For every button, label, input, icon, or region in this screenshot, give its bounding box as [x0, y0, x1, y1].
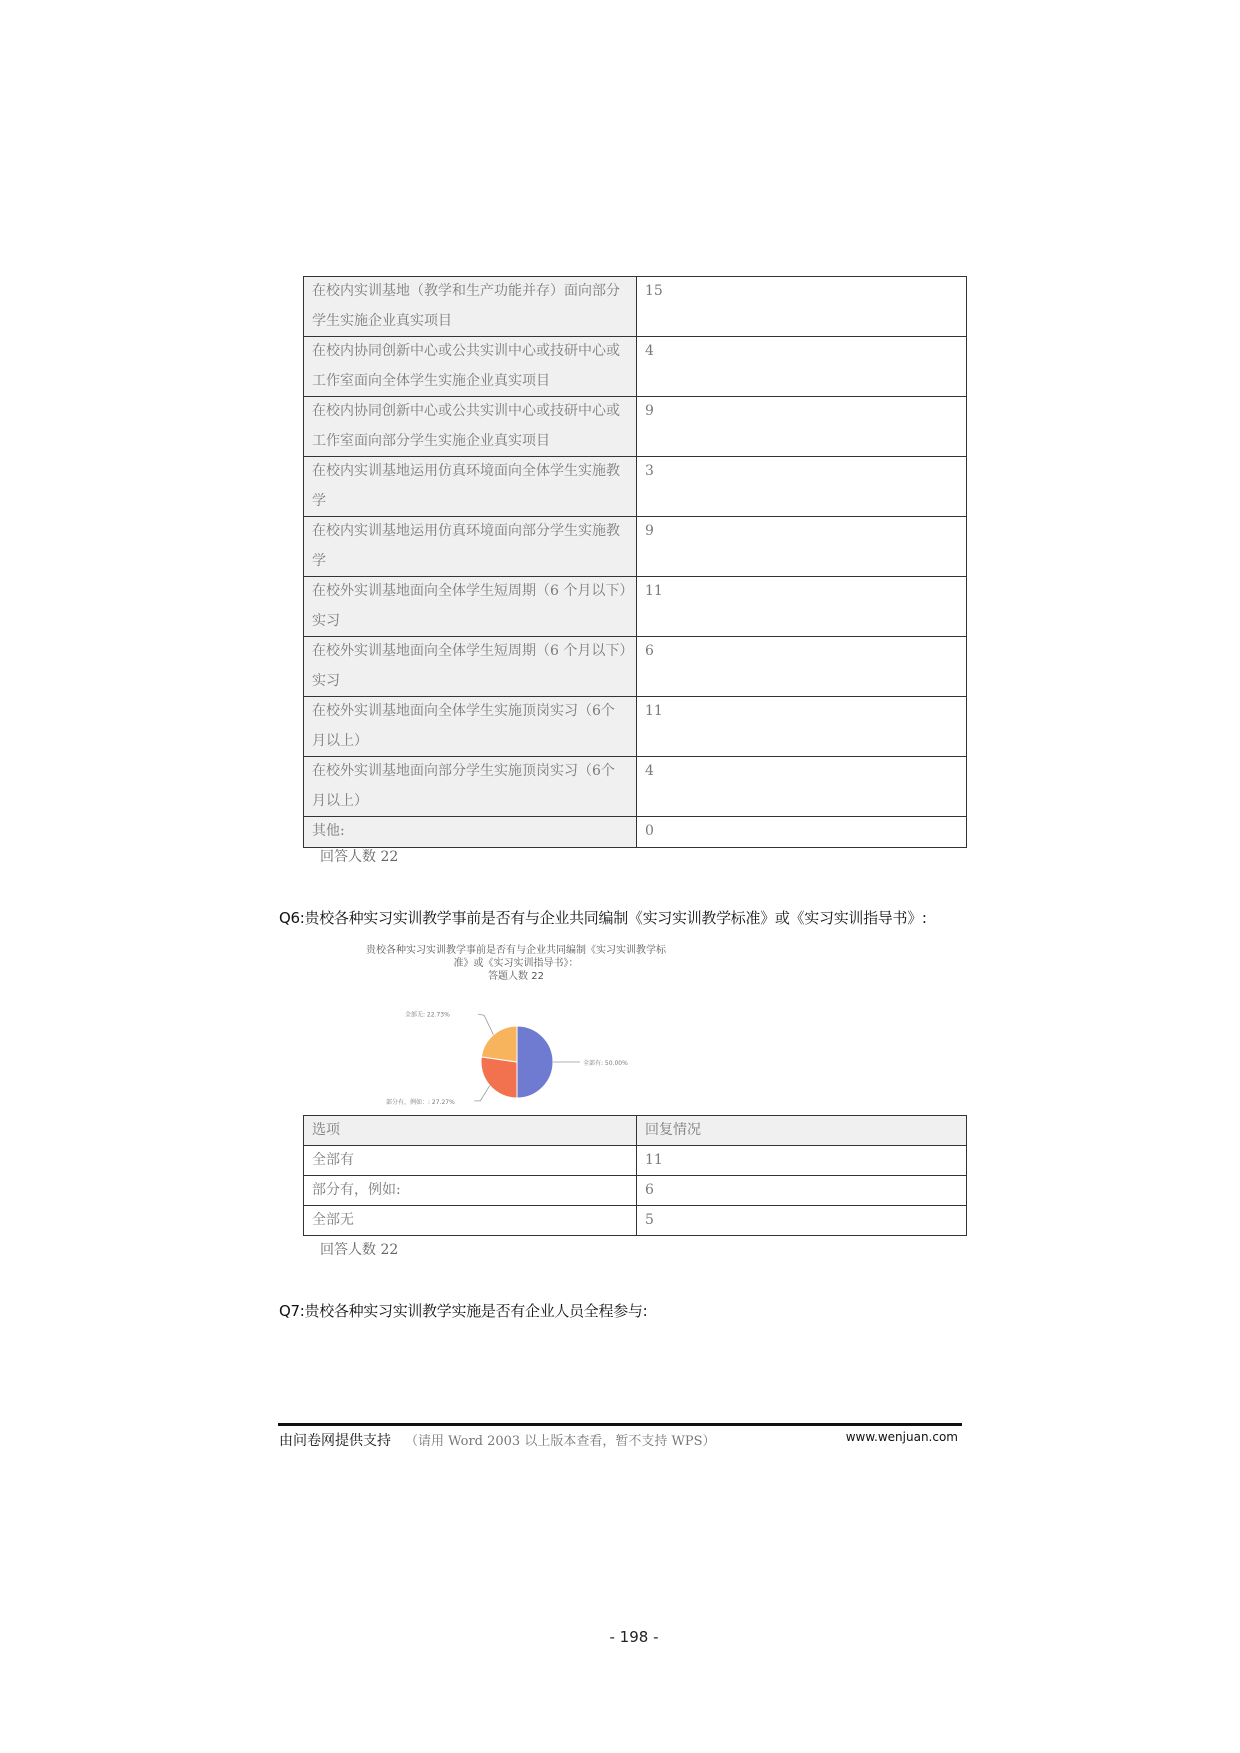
- page-number: - 198 -: [609, 1628, 659, 1646]
- table-row: [304, 757, 967, 817]
- count-cell: 15: [637, 277, 967, 337]
- options-table: [303, 276, 967, 848]
- table-row: [304, 1146, 967, 1176]
- count-cell: 11: [637, 1146, 967, 1176]
- count-cell: 11: [637, 577, 967, 637]
- option-cell: 在校内协同创新中心或公共实训中心或技研中心或工作室面向部分学生实施企业真实项目: [304, 397, 637, 457]
- count-cell: 11: [637, 697, 967, 757]
- leader-line: [474, 1086, 490, 1101]
- option-cell: 全部无: [304, 1206, 637, 1236]
- chart-title-line: 答题人数 22: [488, 971, 544, 982]
- table-row: [304, 337, 967, 397]
- option-cell: 在校外实训基地面向全体学生实施顶岗实习（6个月以上）: [304, 697, 637, 757]
- count-cell: 4: [637, 757, 967, 817]
- option-cell: 在校内协同创新中心或公共实训中心或技研中心或工作室面向全体学生实施企业真实项目: [304, 337, 637, 397]
- pie-slice: [517, 1026, 553, 1098]
- table-row: [304, 457, 967, 517]
- question-heading-q6: Q6:贵校各种实习实训教学事前是否有与企业共同编制《实习实训教学标准》或《实习实训指导书》:: [279, 909, 927, 927]
- leader-line: [478, 1014, 493, 1035]
- option-cell: 在校外实训基地面向全体学生短周期（6 个月以下）实习: [304, 577, 637, 637]
- chart-title: [300, 944, 732, 983]
- header-response: 回复情况: [637, 1116, 967, 1146]
- count-cell: 4: [637, 337, 967, 397]
- footer-divider: [278, 1423, 962, 1426]
- table-row: [304, 697, 967, 757]
- count-cell: 6: [637, 1176, 967, 1206]
- table-row: [304, 517, 967, 577]
- respondent-count: 回答人数 22: [320, 1242, 399, 1258]
- question-heading-q7: Q7:贵校各种实习实训教学实施是否有企业人员全程参与:: [279, 1302, 648, 1320]
- count-cell: 9: [637, 517, 967, 577]
- pie-slice: [481, 1057, 517, 1098]
- table-row: [304, 577, 967, 637]
- footer-note: （请用 Word 2003 以上版本查看，暂不支持 WPS）: [405, 1434, 716, 1449]
- slice-label: 部分有，例如：: 27.27%: [386, 1098, 455, 1106]
- option-cell: 部分有，例如:: [304, 1176, 637, 1206]
- table-header-row: [304, 1116, 967, 1146]
- option-cell: 在校内实训基地（教学和生产功能并存）面向部分学生实施企业真实项目: [304, 277, 637, 337]
- table-row: [304, 1206, 967, 1236]
- option-cell: 其他:: [304, 817, 637, 848]
- respondent-count: 回答人数 22: [320, 849, 399, 865]
- count-cell: 5: [637, 1206, 967, 1236]
- option-cell: 在校内实训基地运用仿真环境面向全体学生实施教学: [304, 457, 637, 517]
- option-cell: 在校内实训基地运用仿真环境面向部分学生实施教学: [304, 517, 637, 577]
- header-option: 选项: [304, 1116, 637, 1146]
- table-row: [304, 397, 967, 457]
- chart-title-line: 准》或《实习实训指导书》：: [453, 958, 579, 969]
- count-cell: 6: [637, 637, 967, 697]
- table-row: [304, 637, 967, 697]
- q6-table: [303, 1115, 967, 1236]
- footer-brand: 由问卷网提供支持: [279, 1433, 391, 1449]
- pie-slice: [481, 1026, 517, 1062]
- option-cell: 在校外实训基地面向全体学生短周期（6 个月以下）实习: [304, 637, 637, 697]
- chart-title-line: 贵校各种实习实训教学事前是否有与企业共同编制《实习实训教学标: [366, 945, 666, 956]
- count-cell: 0: [637, 817, 967, 848]
- option-cell: 全部有: [304, 1146, 637, 1176]
- table-row: [304, 1176, 967, 1206]
- table-row: [304, 817, 967, 848]
- slice-label: 全部有: 50.00%: [583, 1060, 628, 1067]
- pie-chart: [380, 1000, 640, 1110]
- slice-label: 全部无: 22.73%: [405, 1011, 450, 1019]
- table-row: [304, 277, 967, 337]
- count-cell: 9: [637, 397, 967, 457]
- option-cell: 在校外实训基地面向部分学生实施顶岗实习（6个月以上）: [304, 757, 637, 817]
- count-cell: 3: [637, 457, 967, 517]
- footer-url[interactable]: www.wenjuan.com: [845, 1430, 958, 1444]
